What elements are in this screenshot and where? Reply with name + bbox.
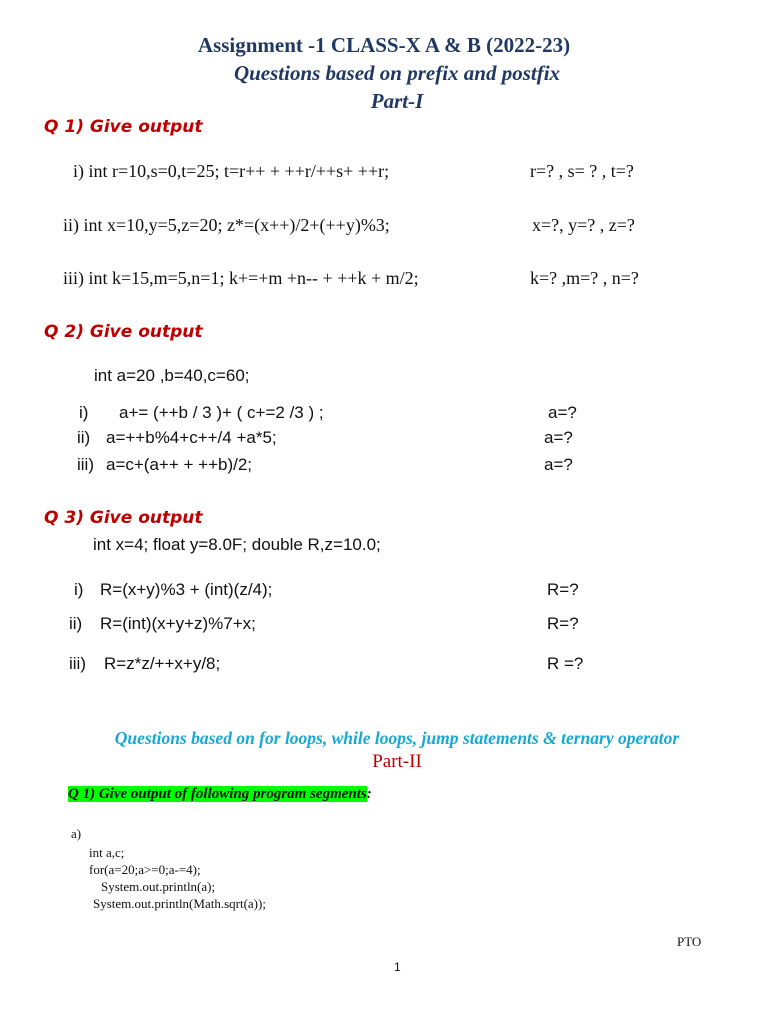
q2-item-1-number: i) bbox=[79, 403, 89, 422]
pto-label: PTO bbox=[677, 934, 702, 949]
page-number: 1 bbox=[394, 960, 401, 974]
q3-item-2-number: ii) bbox=[69, 614, 83, 633]
part-one-label: Part-I bbox=[370, 89, 424, 113]
q2-item-3-expression: a=c+(a++ + ++b)/2; bbox=[106, 455, 253, 474]
q3-item-1-number: i) bbox=[74, 580, 84, 599]
q1-item-1-answer: r=? , s= ? , t=? bbox=[530, 161, 634, 181]
document-subtitle: Questions based on prefix and postfix bbox=[233, 61, 561, 85]
q3-item-1-expression: R=(x+y)%3 + (int)(z/4); bbox=[100, 580, 273, 599]
code-line-4: System.out.println(Math.sqrt(a)); bbox=[93, 896, 266, 911]
q1-item-3-expression: iii) int k=15,m=5,n=1; k+=+m +n-- + ++k + m/2; bbox=[63, 268, 419, 288]
q2-item-2-number: ii) bbox=[77, 428, 91, 447]
code-line-1: int a,c; bbox=[89, 845, 125, 860]
q1-item-1-expression: i) int r=10,s=0,t=25; t=r++ + ++r/++s+ ++r; bbox=[73, 161, 390, 181]
part-two-label: Part-II bbox=[372, 751, 422, 772]
q3-item-3-number: iii) bbox=[69, 654, 86, 673]
q3-item-2-expression: R=(int)(x+y+z)%7+x; bbox=[100, 614, 256, 633]
q2-declaration: int a=20 ,b=40,c=60; bbox=[94, 366, 250, 385]
q2-item-1-answer: a=? bbox=[548, 403, 577, 422]
document-title: Assignment -1 CLASS-X A & B (2022-23) bbox=[197, 33, 571, 57]
q1-item-2-expression: ii) int x=10,y=5,z=20; z*=(x++)/2+(++y)%3; bbox=[63, 215, 390, 235]
q3-item-3-answer: R =? bbox=[547, 654, 584, 673]
code-line-2: for(a=20;a>=0;a-=4); bbox=[89, 862, 201, 877]
q1-item-2-answer: x=?, y=? , z=? bbox=[532, 215, 635, 235]
q2-item-2-answer: a=? bbox=[544, 428, 573, 447]
q2-heading: Q 2) Give output bbox=[44, 322, 203, 342]
part-two-q1-colon: : bbox=[366, 786, 372, 802]
sub-question-a-label: a) bbox=[71, 826, 82, 841]
q1-heading: Q 1) Give output bbox=[44, 117, 203, 137]
q2-item-3-number: iii) bbox=[77, 455, 94, 474]
code-line-3: System.out.println(a); bbox=[101, 879, 216, 894]
part-two-q1-highlighted-text: Q 1) Give output of following program segments bbox=[68, 786, 367, 802]
q2-item-1-expression: a+= (++b / 3 )+ ( c+=2 /3 ) ; bbox=[119, 403, 324, 422]
q3-declaration: int x=4; float y=8.0F; double R,z=10.0; bbox=[93, 535, 381, 554]
part-two-heading: Questions based on for loops, while loops, jump statements & ternary operator bbox=[114, 728, 680, 748]
q3-item-1-answer: R=? bbox=[547, 580, 579, 599]
q3-item-2-answer: R=? bbox=[547, 614, 579, 633]
q2-item-3-answer: a=? bbox=[544, 455, 573, 474]
q2-item-2-expression: a=++b%4+c++/4 +a*5; bbox=[106, 428, 277, 447]
q3-item-3-expression: R=z*z/++x+y/8; bbox=[104, 654, 221, 673]
part-two-q1-heading bbox=[68, 786, 372, 803]
q1-item-3-answer: k=? ,m=? , n=? bbox=[530, 268, 639, 288]
q3-heading: Q 3) Give output bbox=[44, 508, 203, 528]
